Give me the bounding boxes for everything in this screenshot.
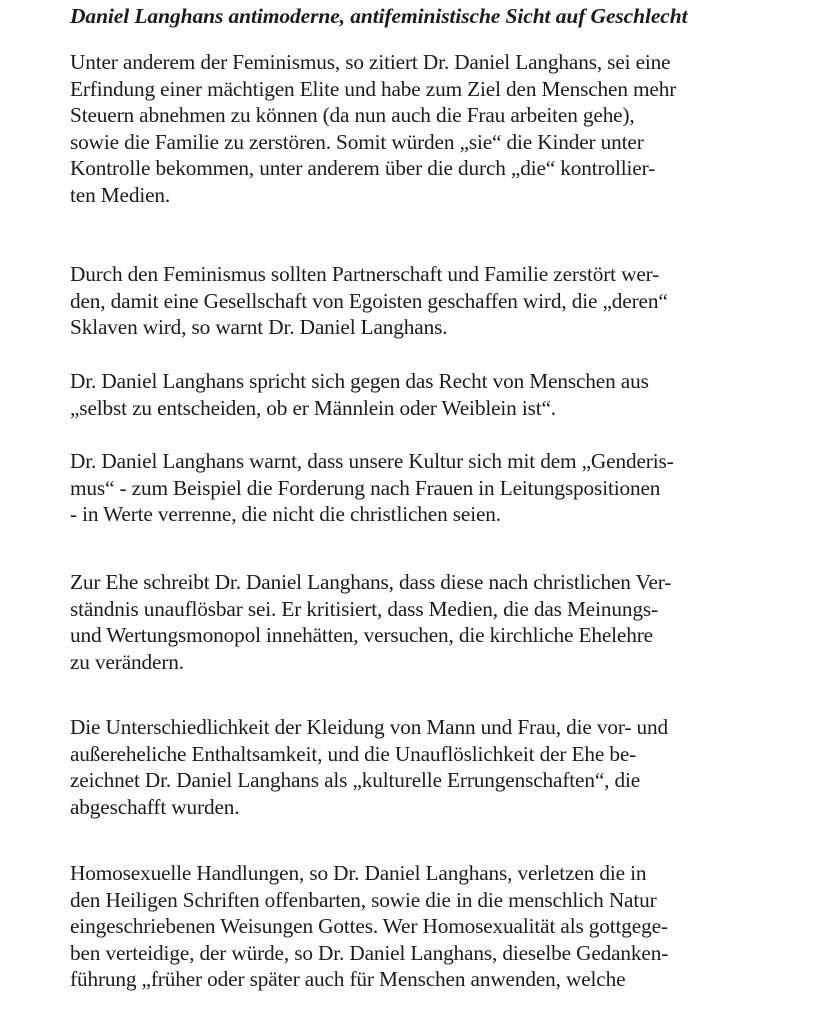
text-line: Zur Ehe schreibt Dr. Daniel Langhans, dass diese nach christlichen Ver- — [70, 570, 672, 594]
text-line: „selbst zu entscheiden, ob er Männlein oder Weiblein ist“. — [70, 395, 556, 420]
text-line: den Heiligen Schriften offenbarten, sowie die in die menschlich Natur — [70, 887, 657, 912]
text-line: Erfindung einer mächtigen Elite und habe zum Ziel den Menschen mehr — [70, 76, 677, 101]
text-line: und Wertungsmonopol innehätten, versuchen, die kirchliche Ehelehre — [70, 623, 653, 648]
paragraph-genderism — [70, 448, 674, 528]
text-line: den, damit eine Gesellschaft von Egoisten geschaffen wird, die „deren“ — [70, 288, 668, 313]
title-block — [70, 0, 687, 30]
text-line: mus“ - zum Beispiel die Forderung nach Frauen in Leitungspositionen — [70, 475, 661, 500]
text-line: Dr. Daniel Langhans spricht sich gegen das Recht von Menschen aus — [70, 369, 649, 393]
text-line: abgeschafft wurden. — [70, 794, 240, 819]
text-line: sowie die Familie zu zerstören. Somit würden „sie“ die Kinder unter — [70, 129, 644, 154]
text-line: Unter anderem der Feminismus, so zitiert Dr. Daniel Langhans, sei eine — [70, 50, 671, 74]
paragraph-marriage — [70, 569, 671, 675]
text-line: ben verteidige, der würde, so Dr. Daniel Langhans, dieselbe Gedanken- — [70, 940, 669, 965]
text-line: Dr. Daniel Langhans warnt, dass unsere Kultur sich mit dem „Genderis- — [70, 449, 674, 473]
text-line: Durch den Feminismus sollten Partnerschaft und Familie zerstört wer- — [70, 262, 660, 286]
document-title: Daniel Langhans antimoderne, antifeministische Sicht auf Geschlecht — [70, 4, 688, 28]
text-line: zu verändern. — [70, 649, 184, 674]
text-line: Steuern abnehmen zu können (da nun auch die Frau arbeiten gehe), — [70, 103, 635, 128]
text-line: Sklaven wird, so warnt Dr. Daniel Langhans. — [70, 315, 448, 340]
text-line: Kontrolle bekommen, unter anderem über die durch „die“ kontrollier- — [70, 156, 656, 181]
text-line: ten Medien. — [70, 182, 171, 207]
paragraph-homosexuality — [70, 860, 668, 993]
text-line: ständnis unauflösbar sei. Er kritisiert, dass Medien, die das Meinungs- — [70, 596, 658, 621]
paragraph-cultural-achievements — [70, 714, 668, 820]
text-line: Homosexuelle Handlungen, so Dr. Daniel Langhans, verletzen die in — [70, 861, 647, 885]
text-line: außereheliche Enthaltsamkeit, und die Unauflöslichkeit der Ehe be- — [70, 741, 637, 766]
text-line: Die Unterschiedlichkeit der Kleidung von Mann und Frau, die vor- und — [70, 715, 668, 739]
paragraph-partnership-family — [70, 261, 668, 341]
paragraph-self-determination — [70, 368, 649, 421]
text-line: führung „früher oder später auch für Menschen anwenden, welche — [70, 967, 626, 992]
text-line: zeichnet Dr. Daniel Langhans als „kulturelle Errungenschaften“, die — [70, 768, 641, 793]
text-line: - in Werte verrenne, die nicht die christlichen seien. — [70, 502, 501, 527]
paragraph-feminism-elite — [70, 49, 676, 209]
text-line: eingeschriebenen Weisungen Gottes. Wer Homosexualität als gottgege- — [70, 914, 668, 939]
